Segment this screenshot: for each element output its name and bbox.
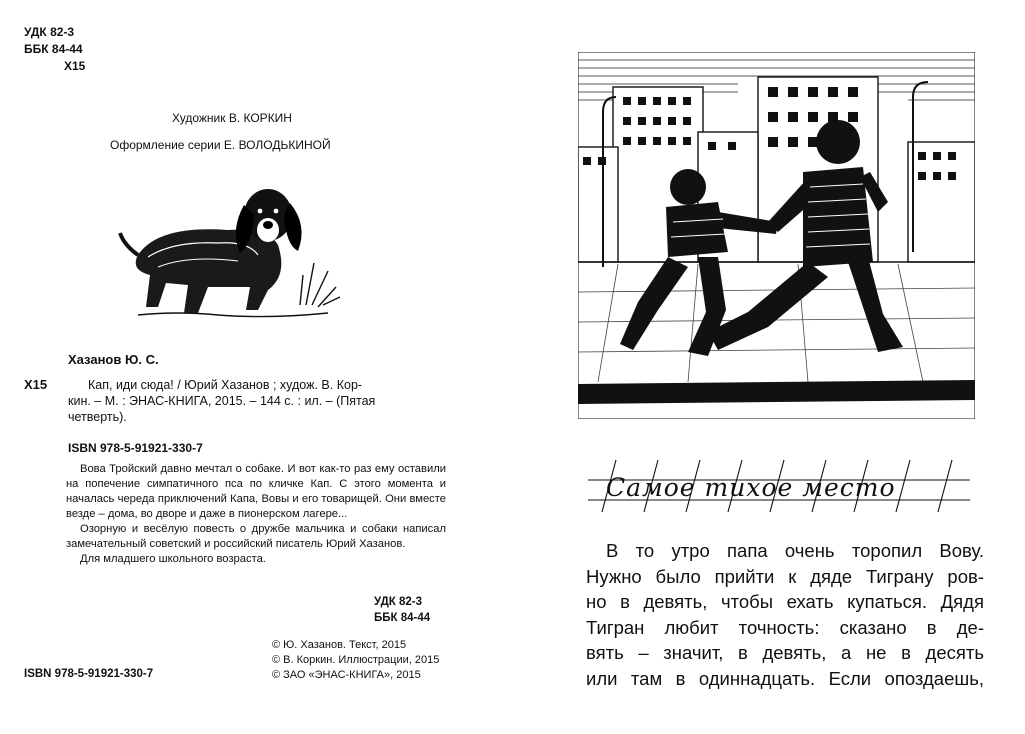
street-illustration: [578, 52, 975, 419]
story-line: но в девять, чтобы ехать купаться. Дядя: [586, 591, 984, 612]
biblio-line: четверть).: [68, 410, 127, 424]
chapter-title: Самое тихое место: [606, 473, 896, 502]
chapter-heading: [588, 456, 970, 514]
story-line: или там в одиннадцать. Если опоздаешь,: [586, 667, 984, 689]
udk-block-bottom: [374, 594, 430, 626]
imprint-page: [0, 0, 500, 734]
isbn-main: ISBN 978-5-91921-330-7: [68, 441, 203, 455]
isbn-bottom: ISBN 978-5-91921-330-7: [24, 668, 154, 680]
author-mark: Х15: [64, 59, 86, 73]
biblio-line: Кап, иди сюда! / Юрий Хазанов ; худож. В. Кор-: [88, 378, 363, 392]
call-number: Х15: [24, 377, 48, 392]
annotation-paragraph: Для младшего школьного возраста.: [80, 553, 266, 565]
story-line: В то утро папа очень торопил Вову.: [606, 540, 984, 561]
dog-illustration: [118, 175, 343, 325]
udk-line: УДК 82-3: [24, 25, 75, 39]
bbk-line: ББК 84-44: [374, 612, 431, 624]
author-name: Хазанов Ю. С.: [68, 352, 159, 367]
annotation: [66, 462, 446, 567]
bibliographic-record: [68, 377, 448, 425]
story-text: [586, 538, 984, 691]
udk-line: УДК 82-3: [374, 596, 422, 608]
artist-credit: Художник В. КОРКИН: [172, 111, 292, 125]
story-line: Нужно было прийти к дяде Тиграну ров-: [586, 565, 984, 587]
annotation-paragraph: Озорную и весёлую повесть о дружбе мальчика и собаки написал замечательный советский и российский писатель Юрий Хазанов.: [66, 523, 446, 550]
series-credit: Оформление серии Е. ВОЛОДЬКИНОЙ: [110, 138, 331, 152]
bbk-line: ББК 84-44: [24, 42, 83, 56]
story-line: Тигран любит точность: сказано в де-: [586, 616, 984, 638]
udk-block-top: [24, 24, 85, 75]
copyright-line: © В. Коркин. Иллюстрации, 2015: [272, 654, 440, 666]
copyright-line: © Ю. Хазанов. Текст, 2015: [272, 639, 407, 651]
biblio-line: кин. – М. : ЭНАС-КНИГА, 2015. – 144 с. : ил. – (Пятая: [68, 394, 376, 408]
story-page: [510, 0, 1025, 734]
annotation-paragraph: Вова Тройский давно мечтал о собаке. И вот как-то раз ему оставили на попечение симпатичного пса по кличке Кап. С этого момента и началась череда приключений Капа, Вовы и его товарищей. Они вместе везде – дома, во дворе и даже в пионерском лагере...: [66, 463, 446, 520]
copyright-block: [272, 638, 439, 683]
story-line: вять – значит, в девять, а не в десять: [586, 642, 984, 663]
copyright-line: © ЗАО «ЭНАС-КНИГА», 2015: [272, 669, 421, 681]
